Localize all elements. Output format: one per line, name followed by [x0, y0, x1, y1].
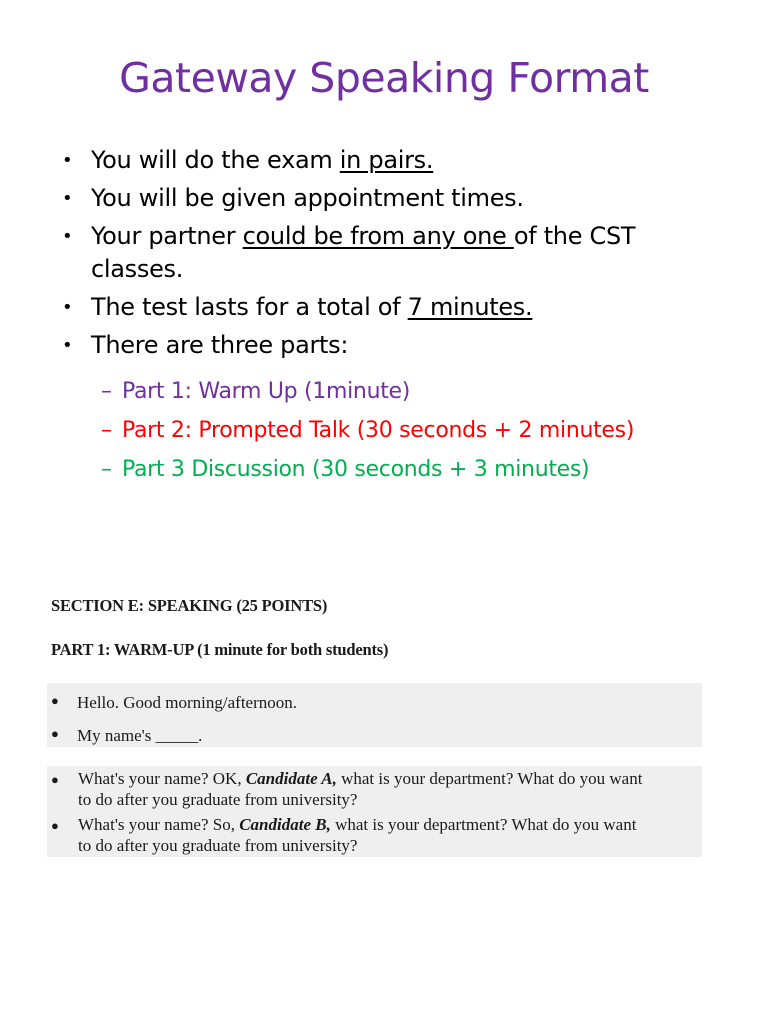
bullet-list — [62, 144, 722, 367]
bullet-text: You will be given appointment times. — [91, 184, 524, 212]
section-heading: SECTION E: SPEAKING (25 POINTS) — [51, 596, 328, 615]
bullet-pairs — [62, 144, 722, 177]
candidate-a: Candidate A, — [245, 769, 337, 788]
question-text: What's your name? OK, — [78, 769, 246, 788]
bullet-dot-icon: • — [62, 335, 73, 356]
bullet-duration — [62, 291, 722, 324]
bullet-dot-icon: ● — [51, 726, 59, 741]
part-heading-rest: 1 minute for both students) — [202, 640, 389, 659]
part-heading — [51, 640, 388, 660]
bullet-dot-icon: • — [62, 226, 73, 247]
greeting-box — [47, 683, 702, 747]
questions-box — [47, 766, 702, 857]
part-3-item — [101, 456, 634, 484]
bullet-dot-icon: ● — [51, 818, 59, 833]
bullet-underline: 7 minutes. — [407, 293, 533, 321]
bullet-dot-icon: ● — [51, 693, 59, 708]
question-text: What's your name? So, — [78, 815, 240, 834]
bullet-dot-icon: • — [62, 297, 73, 318]
question-text: what is your department? What do you want — [336, 769, 643, 788]
greeting-text-1: Hello. Good morning/afternoon. — [77, 693, 298, 712]
bullet-text: You will do the exam — [91, 146, 340, 174]
dash-icon: – — [101, 379, 112, 404]
bullet-text: The test lasts for a total of — [91, 293, 408, 321]
candidate-b: Candidate B, — [239, 815, 331, 834]
dash-icon: – — [101, 457, 112, 482]
question-2 — [78, 814, 636, 835]
bullet-three-parts — [62, 329, 722, 362]
slide-title: Gateway Speaking Format — [119, 54, 649, 102]
part-heading-bold: PART 1: WARM-UP ( — [51, 640, 203, 659]
question-2-cont: to do after you graduate from university? — [78, 836, 358, 855]
part-text: Part 3 Discussion (30 seconds + 3 minutes) — [122, 457, 590, 482]
question-1-cont: to do after you graduate from university? — [78, 790, 358, 809]
bullet-text: of the CST — [513, 222, 636, 250]
part-1-item — [101, 378, 634, 406]
bullet-text: Your partner — [91, 222, 243, 250]
bullet-underline: in pairs. — [339, 146, 434, 174]
question-text: what is your department? What do you want — [330, 815, 637, 834]
part-text: Part 2: Prompted Talk (30 seconds + 2 minutes) — [122, 418, 635, 443]
bullet-dot-icon: • — [62, 188, 73, 209]
bullet-text: classes. — [91, 255, 184, 283]
bullet-text: There are three parts: — [91, 331, 349, 359]
part-text: Part 1: Warm Up (1minute) — [122, 379, 411, 404]
dash-icon: – — [101, 418, 112, 443]
bullet-underline: could be from any one — [242, 222, 514, 250]
bullet-appointments — [62, 182, 722, 215]
question-1 — [78, 768, 642, 789]
parts-list — [101, 378, 634, 495]
part-2-item — [101, 417, 634, 445]
bullet-dot-icon: • — [62, 150, 73, 171]
bullet-dot-icon: ● — [51, 772, 59, 787]
greeting-text-2: My name's _____. — [77, 726, 203, 745]
bullet-partner — [62, 220, 722, 286]
